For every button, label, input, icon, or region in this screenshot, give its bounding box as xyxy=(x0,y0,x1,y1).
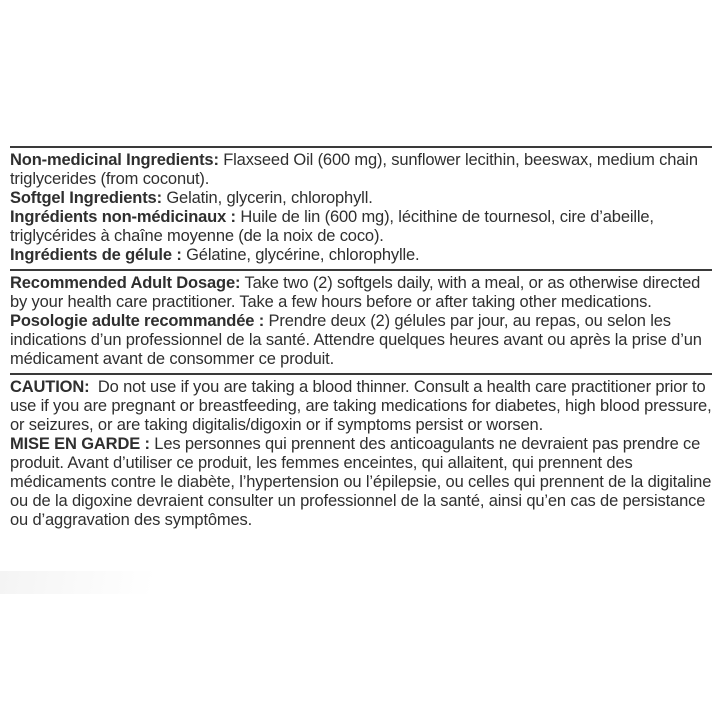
paragraph-nonmedicinal-ingredients-fr xyxy=(10,208,712,246)
paragraph-text: Gélatine, glycérine, chlorophylle. xyxy=(186,246,420,264)
paragraph-text: Prendre deux (2) gélules par jour, au repas, ou selon les indications d’un professionnel de la santé. Attendre quelques heures avant ou après la prise d’un médicament avant de consommer ce produit. xyxy=(10,312,702,368)
label-text-block xyxy=(10,146,712,534)
paragraph-dosage-fr xyxy=(10,312,712,369)
paragraph-text: Les personnes qui prennent des anticoagulants ne devraient pas prendre ce produit. Avant d’utiliser ce produit, les femmes enceintes, qui allaitent, qui prennent des médicaments contre le diabète, l’hypertension ou l’épilepsie, ou celles qui prennent de la digitaline ou de la digoxine devraient consulter un professionnel de la santé, ainsi qu’en cas de persistance ou d’aggravation des symptômes. xyxy=(10,435,712,529)
paragraph-softgel-ingredients-en xyxy=(10,189,712,208)
paragraph-text: Do not use if you are taking a blood thinner. Consult a health care practitioner prior to use if you are pregnant or breastfeeding, are taking medications for diabetes, high blood pressure, or seizures, or are taking digitalis/digoxin or if symptoms persist or worsen. xyxy=(10,378,712,434)
label-edge-shadow xyxy=(0,571,192,594)
paragraph-text: Huile de lin (600 mg), lécithine de tournesol, cire d’abeille, triglycérides à chaîne moyenne (de la noix de coco). xyxy=(10,208,654,245)
paragraph-softgel-ingredients-fr xyxy=(10,246,712,265)
paragraph-text: Gelatin, glycerin, chlorophyll. xyxy=(166,189,373,207)
paragraph-lead: CAUTION: xyxy=(10,378,90,396)
section-caution xyxy=(10,375,712,534)
paragraph-dosage-en xyxy=(10,274,712,312)
paragraph-lead: Non-medicinal Ingredients: xyxy=(10,151,219,169)
section-ingredients xyxy=(10,148,712,269)
paragraph-lead: Softgel Ingredients: xyxy=(10,189,162,207)
paragraph-lead: Ingrédients de gélule : xyxy=(10,246,182,264)
paragraph-lead: Posologie adulte recommandée : xyxy=(10,312,265,330)
paragraph-lead: Recommended Adult Dosage: xyxy=(10,274,241,292)
paragraph-nonmedicinal-ingredients-en xyxy=(10,151,712,189)
paragraph-text: Flaxseed Oil (600 mg), sunflower lecithin, beeswax, medium chain triglycerides (from coconut). xyxy=(10,151,698,188)
paragraph-text: Take two (2) softgels daily, with a meal, or as otherwise directed by your health care practitioner. Take a few hours before or after taking other medications. xyxy=(10,274,701,311)
paragraph-caution-fr xyxy=(10,435,712,530)
paragraph-lead: Ingrédients non-médicinaux : xyxy=(10,208,236,226)
paragraph-lead: MISE EN GARDE : xyxy=(10,435,150,453)
section-dosage xyxy=(10,271,712,373)
paragraph-caution-en xyxy=(10,378,712,435)
